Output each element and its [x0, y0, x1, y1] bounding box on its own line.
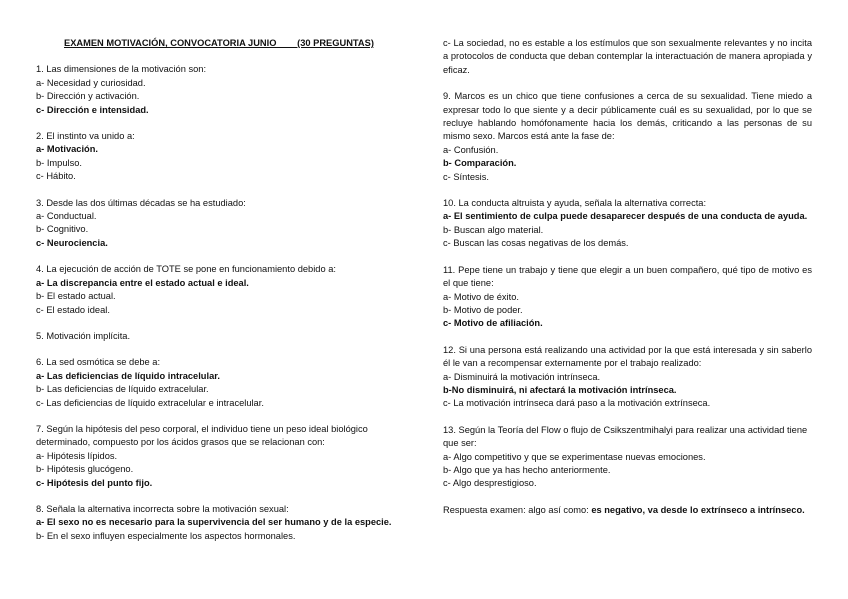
option-a-correct: a- Motivación.: [36, 144, 98, 155]
option-a: a- Motivo de éxito.: [443, 291, 519, 302]
question-text: 7. Según la hipótesis del peso corporal, el individuo tiene un peso ideal biológico determinado, compuesto por los ácidos grasos que se relacionan con:: [36, 423, 368, 448]
question-text: 12. Si una persona está realizando una actividad por la que está interesada y sin saberlo él le van a recompensar externamente por el trabajo realizado:: [443, 344, 812, 369]
option-b: b- El estado actual.: [36, 291, 116, 302]
option-a-correct: a- La discrepancia entre el estado actual e ideal.: [36, 277, 249, 288]
option-c: c- Síntesis.: [443, 171, 489, 182]
option-b: b- Dirección y activación.: [36, 91, 140, 102]
right-column: [443, 37, 812, 517]
question-5: [36, 330, 412, 343]
option-a-correct: a- Las deficiencias de líquido intracelular.: [36, 370, 220, 381]
option-a: a- Disminuirá la motivación intrínseca.: [443, 371, 601, 382]
option-c: c- Las deficiencias de líquido extracelular e intracelular.: [36, 397, 264, 408]
question-text: 13. Según la Teoría del Flow o flujo de Csikszentmihalyi para realizar una actividad tiene que ser:: [443, 424, 808, 449]
question-text: 9. Marcos es un chico que tiene confusiones a cerca de su sexualidad. Tiene miedo a expresar todo lo que siente y a decir públicamente cuál es su sexualidad, por lo que se recluye hablando homófonamente hacia los demás, criticando a las personas de su mismo sexo. Marcos está ante la fase de:: [443, 91, 812, 142]
option-a: a- Confusión.: [443, 144, 499, 155]
question-10: [443, 197, 812, 251]
option-c: c- Hábito.: [36, 171, 76, 182]
option-c: c- La motivación intrínseca dará paso a la motivación extrínseca.: [443, 398, 711, 409]
option-c-correct: c- Hipótesis del punto fijo.: [36, 477, 153, 488]
option-c-correct: c- Dirección e intensidad.: [36, 104, 149, 115]
question-9: [443, 90, 812, 184]
option-b: b- Las deficiencias de líquido extracelular.: [36, 384, 209, 395]
left-column: [36, 37, 412, 543]
question-13: [443, 424, 812, 491]
question-text: 4. La ejecución de acción de TOTE se pone en funcionamiento debido a:: [36, 264, 336, 275]
question-12: [443, 344, 812, 411]
question-1: [36, 63, 412, 117]
question-2: [36, 130, 412, 184]
question-4: [36, 263, 412, 317]
question-text: 3. Desde las dos últimas décadas se ha estudiado:: [36, 197, 246, 208]
page-title: EXAMEN MOTIVACIÓN, CONVOCATORIA JUNIO (30 PREGUNTAS): [64, 38, 374, 48]
option-b: b- Buscan algo material.: [443, 224, 544, 235]
option-b: b- Cognitivo.: [36, 224, 89, 235]
option-b-correct: b-No disminuirá, ni afectará la motivación intrínseca.: [443, 384, 677, 395]
question-text: 2. El instinto va unido a:: [36, 131, 135, 142]
option-b-correct: b- Comparación.: [443, 158, 517, 169]
question-7: [36, 423, 412, 490]
question-text: 1. Las dimensiones de la motivación son:: [36, 64, 207, 75]
option-a: a- Conductual.: [36, 211, 97, 222]
option-c: c- Algo desprestigioso.: [443, 478, 537, 489]
answer-note-bold: es negativo, va desde lo extrínseco a intrínseco.: [591, 504, 805, 515]
question-text: 5. Motivación implícita.: [36, 330, 131, 341]
option-a: a- Algo competitivo y que se experimentase nuevas emociones.: [443, 451, 706, 462]
option-a: a- Hipótesis lípidos.: [36, 450, 118, 461]
option-c: c- El estado ideal.: [36, 304, 110, 315]
question-text: 10. La conducta altruista y ayuda, señala la alternativa correcta:: [443, 198, 707, 209]
question-8: [36, 503, 412, 543]
option-b: b- Hipótesis glucógeno.: [36, 464, 134, 475]
question-11: [443, 264, 812, 331]
option-b: b- Motivo de poder.: [443, 304, 523, 315]
option-b: b- En el sexo influyen especialmente los aspectos hormonales.: [36, 530, 296, 541]
option-a: a- Necesidad y curiosidad.: [36, 77, 146, 88]
answer-note: [443, 504, 812, 517]
option-b: b- Impulso.: [36, 157, 82, 168]
option-c-correct: c- Neurociencia.: [36, 237, 108, 248]
question-text: 6. La sed osmótica se debe a:: [36, 357, 161, 368]
option-a-correct: a- El sentimiento de culpa puede desaparecer después de una conducta de ayuda.: [443, 211, 808, 222]
option-b: b- Algo que ya has hecho anteriormente.: [443, 464, 611, 475]
question-6: [36, 356, 412, 410]
question-text: 11. Pepe tiene un trabajo y tiene que elegir a un buen compañero, qué tipo de motivo es el que tiene:: [443, 264, 812, 289]
question-3: [36, 197, 412, 251]
question-text: 8. Señala la alternativa incorrecta sobre la motivación sexual:: [36, 503, 289, 514]
option-c: c- La sociedad, no es estable a los estímulos que son sexualmente relevantes y no incita a protocolos de conducta que deban contemplar la interactuación de manera apropiada y eficaz.: [443, 38, 812, 75]
answer-note-prefix: Respuesta examen: algo así como:: [443, 504, 592, 515]
option-c: c- Buscan las cosas negativas de los demás.: [443, 238, 629, 249]
option-c-correct: c- Motivo de afiliación.: [443, 318, 543, 329]
option-a-correct: a- El sexo no es necesario para la supervivencia del ser humano y de la especie.: [36, 517, 392, 528]
